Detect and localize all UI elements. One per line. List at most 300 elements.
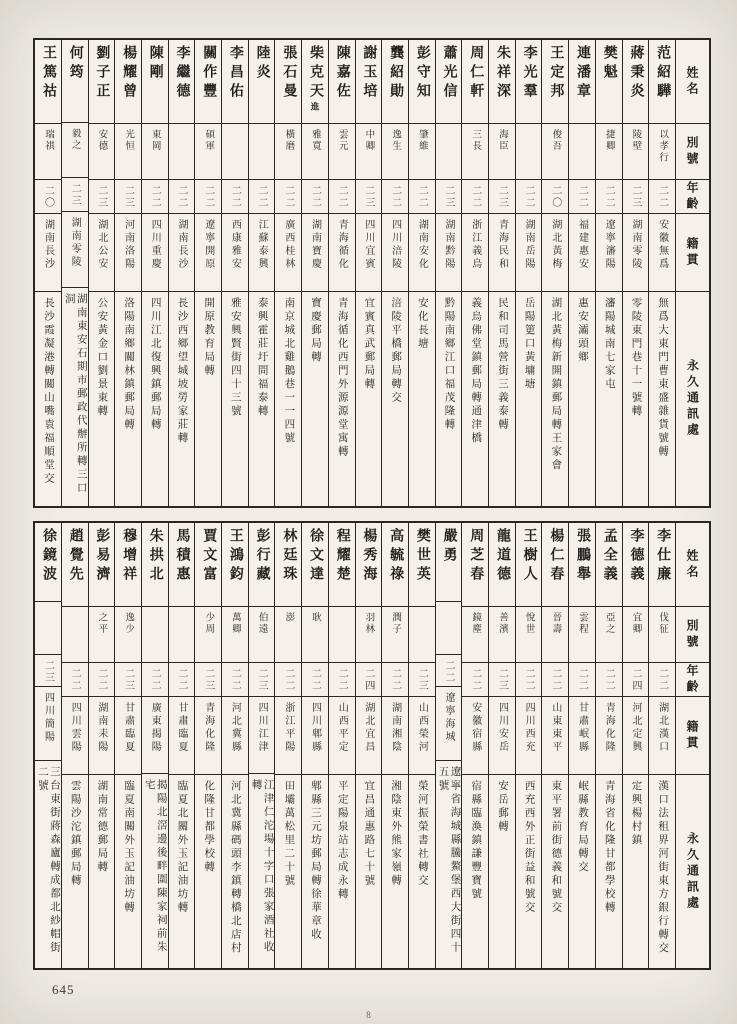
entry-column — [622, 40, 649, 506]
name-text: 朱祥深 — [494, 45, 510, 102]
origin-cell — [516, 697, 542, 775]
entry-column — [408, 523, 435, 968]
entry-column — [61, 523, 88, 968]
name-cell — [142, 523, 168, 607]
address-text: 長沙西鄉望城坡勞家莊轉 — [176, 297, 188, 446]
origin-text: 河北定興 — [629, 702, 641, 754]
origin-cell — [462, 214, 488, 292]
address-text: 江津仁沱場十字口張家酒社收轉 — [250, 779, 274, 955]
row-header-name — [676, 40, 709, 124]
address-text: 揭陽北滘邊後畔圍陳家祠前朱宅 — [143, 779, 167, 955]
entry-column — [114, 40, 141, 506]
address-text: 青海省化隆甘都學校轉 — [603, 780, 615, 915]
age-text: 二二 — [176, 185, 187, 209]
name-cell — [596, 523, 622, 607]
entry-column — [488, 523, 515, 968]
alias-cell — [222, 124, 248, 180]
name-cell — [195, 40, 221, 124]
origin-text: 四川重慶 — [149, 219, 161, 271]
origin-text: 四川安岳 — [496, 702, 508, 754]
alias-cell — [89, 607, 115, 663]
age-text: 二三 — [202, 668, 214, 692]
name-cell — [542, 523, 568, 607]
age-cell — [356, 180, 382, 214]
address-text: 安岳郵轉 — [496, 780, 508, 834]
alias-text: 善濱 — [496, 612, 507, 635]
origin-cell — [169, 697, 195, 775]
name-cell — [35, 523, 61, 602]
address-cell — [35, 761, 61, 968]
origin-text: 安徽宿縣 — [469, 702, 481, 754]
age-text: 二三 — [122, 668, 134, 692]
origin-text: 湖北公安 — [95, 219, 107, 271]
age-text: 二二 — [309, 185, 321, 209]
age-cell — [249, 180, 275, 214]
age-cell — [169, 663, 195, 697]
address-text: 郫縣三元坊郵局轉徐華章收 — [310, 780, 322, 942]
row-header-name-label: 姓名 — [685, 548, 699, 581]
entry-column — [435, 523, 462, 968]
alias-cell — [409, 124, 435, 180]
address-text: 田壩萬松里二十號 — [283, 780, 295, 888]
address-text: 平定陽泉站志成永轉 — [336, 780, 348, 902]
age-cell — [462, 180, 488, 214]
address-text: 四川江北復興鎮郵局轉 — [149, 297, 161, 432]
address-cell — [35, 292, 61, 506]
origin-cell — [62, 212, 88, 289]
origin-cell — [115, 697, 141, 775]
name-cell — [409, 40, 435, 124]
row-header-origin — [676, 697, 709, 775]
origin-cell — [275, 214, 301, 292]
entry-column — [355, 40, 382, 506]
age-cell — [516, 180, 542, 214]
name-text: 李光羣 — [521, 45, 537, 102]
age-cell — [35, 655, 61, 687]
name-cell — [302, 523, 328, 607]
entry-column — [595, 523, 622, 968]
address-cell — [329, 292, 355, 506]
address-text: 榮河振榮書社轉交 — [416, 780, 428, 888]
age-text: 二二 — [416, 185, 428, 209]
alias-cell — [623, 607, 649, 663]
name-cell — [275, 40, 301, 124]
name-text: 張鵬舉 — [575, 528, 591, 585]
origin-cell — [569, 214, 595, 292]
origin-text: 甘肅臨夏 — [176, 702, 187, 754]
name-cell — [302, 40, 328, 124]
address-cell — [115, 292, 141, 506]
row-header-address — [676, 775, 709, 968]
name-text: 楊秀海 — [361, 528, 377, 585]
row-header-alias-label: 別號 — [685, 618, 699, 651]
origin-text: 湖南寶慶 — [309, 219, 321, 271]
address-cell — [222, 292, 248, 506]
name-cell — [462, 523, 488, 607]
name-cell — [275, 523, 301, 607]
row-header-alias-label: 別號 — [685, 135, 699, 168]
address-text: 西充西外正街益和號交 — [523, 780, 535, 915]
alias-text: 瑞祺 — [42, 129, 53, 152]
address-cell — [142, 292, 168, 506]
name-text: 李繼德 — [174, 45, 190, 102]
address-cell — [329, 775, 355, 968]
name-cell — [569, 40, 595, 124]
entry-column — [248, 523, 275, 968]
address-cell — [462, 292, 488, 506]
address-cell — [115, 775, 141, 968]
entry-column — [541, 40, 568, 506]
row-header-address — [676, 292, 709, 506]
origin-text: 遼寧海城 — [443, 692, 455, 745]
age-cell — [623, 663, 649, 697]
origin-text: 湖南零陵 — [69, 216, 81, 269]
age-cell — [142, 180, 168, 214]
entry-column — [461, 40, 488, 506]
name-cell — [623, 523, 649, 607]
alias-text: 雅寬 — [310, 129, 321, 152]
address-text: 青海循化西門外源源堂寓轉 — [336, 297, 348, 459]
name-text: 李德義 — [628, 528, 644, 585]
origin-text: 四川西充 — [523, 702, 535, 754]
entry-column — [168, 523, 195, 968]
alias-cell — [249, 607, 275, 663]
address-text: 化隆甘都學校轉 — [203, 780, 215, 875]
name-text: 何筠 — [67, 45, 83, 83]
origin-cell — [35, 687, 61, 760]
origin-cell — [302, 697, 328, 775]
alias-cell — [115, 124, 141, 180]
alias-cell — [382, 124, 408, 180]
address-text: 宜昌通惠路七十號 — [363, 780, 375, 888]
age-cell — [195, 663, 221, 697]
origin-text: 四川郫縣 — [309, 702, 321, 754]
address-text: 零陵東門巷十一號轉 — [630, 297, 642, 419]
origin-text: 湖南湘陰 — [389, 702, 401, 754]
row-header-alias — [676, 124, 709, 180]
entry-column — [488, 40, 515, 506]
name-cell — [62, 40, 88, 123]
name-text: 徐鏡波 — [40, 528, 56, 585]
alias-text: 雲元 — [336, 129, 347, 152]
address-text: 雲陽沙沱鎮郵局轉 — [69, 780, 81, 888]
name-text: 嚴勇 — [441, 528, 457, 566]
alias-text: 耿 — [310, 612, 321, 624]
alias-text: 捷卿 — [603, 129, 614, 152]
entry-column — [648, 40, 675, 506]
page-number: 645 — [52, 982, 75, 997]
name-text: 樊世英 — [414, 528, 430, 585]
address-text: 臨夏北關外玉記油坊轉 — [176, 780, 188, 915]
origin-text: 河南洛陽 — [122, 219, 134, 271]
alias-cell — [35, 602, 61, 655]
entry-column — [141, 40, 168, 506]
row-header-age-label: 年齡 — [685, 663, 699, 696]
name-text: 陳嘉佐 — [334, 45, 350, 102]
alias-cell — [462, 607, 488, 663]
address-text: 岷縣教育局轉交 — [577, 780, 589, 875]
alias-text: 羽林 — [363, 612, 374, 635]
age-text: 二二 — [523, 185, 535, 209]
directory-table-bottom — [33, 521, 711, 970]
age-text: 二二 — [202, 185, 214, 209]
origin-cell — [649, 214, 675, 292]
origin-cell — [409, 214, 435, 292]
alias-cell — [462, 124, 488, 180]
age-cell — [409, 663, 435, 697]
origin-cell — [329, 697, 355, 775]
entry-column — [408, 40, 435, 506]
age-text: 二二 — [336, 185, 348, 209]
age-cell — [169, 180, 195, 214]
name-cell — [195, 523, 221, 607]
address-text: 湘陰東外熊家嶺轉 — [390, 780, 402, 888]
address-cell — [516, 775, 542, 968]
name-cell — [516, 523, 542, 607]
entry-column — [568, 523, 595, 968]
origin-cell — [516, 214, 542, 292]
age-text: 二四 — [629, 668, 641, 692]
address-text: 臨夏南關外玉記油坊轉 — [123, 780, 135, 915]
address-cell — [195, 775, 221, 968]
entry-column — [381, 523, 408, 968]
alias-cell — [409, 607, 435, 663]
name-text: 李昌佑 — [227, 45, 243, 102]
age-text: 二三 — [122, 185, 134, 209]
origin-cell — [542, 214, 568, 292]
address-text: 宜賓真武郵局轉 — [363, 297, 375, 392]
entry-column — [301, 40, 328, 506]
entry-column — [221, 523, 248, 968]
alias-text: 亞之 — [603, 612, 614, 635]
name-cell — [516, 40, 542, 124]
alias-text: 碩軍 — [203, 129, 214, 152]
address-cell — [382, 775, 408, 968]
origin-text: 廣西桂林 — [282, 219, 294, 271]
origin-cell — [275, 697, 301, 775]
origin-cell — [542, 697, 568, 775]
age-text: 二二 — [95, 668, 107, 692]
alias-cell — [302, 607, 328, 663]
address-cell — [489, 292, 515, 506]
age-text: 二二 — [656, 185, 668, 209]
age-text: 二三 — [629, 185, 641, 209]
name-text: 周仁軒 — [468, 45, 484, 102]
age-cell — [249, 663, 275, 697]
alias-text: 海臣 — [496, 129, 507, 152]
origin-cell — [623, 697, 649, 775]
address-text: 惠安灞頭鄉 — [577, 297, 589, 365]
age-cell — [489, 180, 515, 214]
name-cell — [409, 523, 435, 607]
alias-cell — [329, 607, 355, 663]
age-cell — [569, 180, 595, 214]
alias-cell — [436, 124, 462, 180]
age-cell — [649, 180, 675, 214]
address-cell — [569, 292, 595, 506]
origin-cell — [569, 697, 595, 775]
alias-text: 毅之 — [69, 127, 80, 151]
origin-text: 湖南零陵 — [629, 219, 641, 271]
origin-cell — [329, 214, 355, 292]
name-text: 柴克天進 — [308, 45, 324, 112]
age-text: 二三 — [95, 185, 107, 209]
entry-column — [194, 523, 221, 968]
row-header-age — [676, 663, 709, 697]
alias-text: 雲程 — [577, 612, 588, 635]
name-text: 王鴻鈞 — [227, 528, 243, 585]
alias-text: 陵壁 — [630, 129, 641, 152]
age-text: 二二 — [256, 185, 268, 209]
row-header-age-label: 年齡 — [685, 180, 699, 213]
name-text: 彭行藏 — [254, 528, 270, 585]
name-text: 劉子正 — [94, 45, 110, 102]
address-text: 湖南常德郵局轉 — [96, 780, 108, 875]
origin-cell — [436, 214, 462, 292]
origin-text: 四川江津 — [256, 701, 268, 754]
alias-cell — [275, 124, 301, 180]
row-header-origin-label: 籍貫 — [685, 719, 699, 752]
name-text: 賈文富 — [201, 528, 217, 585]
entry-column — [381, 40, 408, 506]
origin-text: 西康雅安 — [229, 219, 241, 271]
address-cell — [623, 292, 649, 506]
age-text: 二二 — [176, 668, 187, 692]
age-text: 二二 — [282, 668, 294, 692]
name-cell — [489, 40, 515, 124]
row-header-alias — [676, 607, 709, 663]
address-cell — [436, 292, 462, 506]
address-cell — [249, 292, 275, 506]
age-text: 二三 — [256, 667, 268, 692]
name-text: 林廷珠 — [281, 528, 297, 585]
address-cell — [89, 292, 115, 506]
row-header-address-label: 永久通訊處 — [685, 831, 700, 912]
name-text: 樊魁 — [601, 45, 617, 83]
address-cell — [649, 292, 675, 506]
name-cell — [329, 40, 355, 124]
origin-cell — [356, 214, 382, 292]
origin-text: 浙江平陽 — [282, 702, 294, 754]
address-cell — [142, 774, 168, 968]
name-cell — [462, 40, 488, 124]
origin-text: 甘肅臨夏 — [122, 702, 134, 754]
alias-text: 萬卿 — [229, 612, 240, 635]
origin-text: 四川雲陽 — [69, 702, 81, 754]
alias-cell — [169, 607, 195, 663]
origin-text: 湖北宜昌 — [362, 702, 374, 754]
age-cell — [89, 663, 115, 697]
age-cell — [142, 663, 168, 697]
alias-cell — [569, 607, 595, 663]
origin-text: 安徽無爲 — [656, 219, 668, 271]
address-text: 洛陽南鄉關林鎮郵局轉 — [123, 297, 135, 432]
age-text: 二二 — [443, 659, 455, 684]
origin-cell — [462, 697, 488, 775]
age-cell — [62, 178, 88, 212]
origin-text: 湖南黔陽 — [443, 219, 455, 271]
name-cell — [382, 40, 408, 124]
alias-cell — [542, 124, 568, 180]
alias-text: 悅世 — [523, 612, 534, 635]
name-text: 王定邦 — [548, 45, 564, 102]
origin-cell — [649, 697, 675, 775]
entry-column — [435, 40, 462, 506]
alias-text: 晉壽 — [550, 612, 561, 635]
age-cell — [329, 180, 355, 214]
entry-column — [541, 523, 568, 968]
alias-cell — [195, 124, 221, 180]
age-cell — [623, 180, 649, 214]
age-text: 二二 — [656, 668, 668, 692]
row-header-address-label: 永久通訊處 — [685, 359, 700, 439]
age-text: 二〇 — [42, 185, 54, 209]
alias-cell — [436, 602, 462, 655]
name-cell — [489, 523, 515, 607]
alias-cell — [623, 124, 649, 180]
alias-text: 中卿 — [363, 129, 374, 152]
alias-text: 逸生 — [390, 129, 401, 152]
name-text: 高毓祿 — [388, 528, 404, 585]
name-cell — [35, 40, 61, 124]
name-cell — [169, 523, 195, 607]
alias-cell — [222, 607, 248, 663]
address-cell — [62, 288, 88, 506]
age-cell — [542, 663, 568, 697]
entry-column — [515, 40, 542, 506]
origin-cell — [356, 697, 382, 775]
alias-cell — [382, 607, 408, 663]
address-cell — [275, 292, 301, 506]
origin-text: 浙江義烏 — [469, 219, 481, 271]
alias-cell — [62, 123, 88, 178]
origin-text: 湖南岳陽 — [523, 219, 535, 271]
age-text: 二二 — [389, 668, 401, 692]
name-text: 彭易濟 — [94, 528, 110, 585]
address-cell — [569, 775, 595, 968]
address-cell — [596, 775, 622, 968]
address-cell — [409, 292, 435, 506]
age-cell — [462, 663, 488, 697]
header-column — [675, 523, 709, 968]
alias-text: 逸少 — [123, 612, 134, 635]
address-text: 安化長塘 — [416, 297, 428, 351]
alias-cell — [249, 124, 275, 180]
age-text: 二二 — [576, 185, 588, 209]
name-text: 徐文達 — [308, 528, 324, 585]
origin-cell — [249, 214, 275, 292]
address-cell — [489, 775, 515, 968]
origin-text: 湖北漢口 — [656, 702, 668, 754]
origin-cell — [222, 214, 248, 292]
origin-cell — [596, 697, 622, 775]
name-text: 范紹驊 — [655, 45, 671, 102]
age-cell — [489, 663, 515, 697]
name-note: 進 — [310, 102, 321, 112]
name-cell — [115, 523, 141, 607]
alias-text: 宜卿 — [630, 612, 641, 635]
origin-cell — [382, 697, 408, 775]
address-cell — [462, 775, 488, 968]
age-cell — [436, 180, 462, 214]
name-text: 陸炎 — [254, 45, 270, 83]
age-text: 二二 — [389, 185, 401, 209]
name-text: 龍道德 — [494, 528, 510, 585]
row-header-origin — [676, 214, 709, 292]
address-text: 宿縣臨渙鎮謙豐寶號 — [470, 780, 482, 902]
age-cell — [302, 663, 328, 697]
address-cell — [623, 775, 649, 968]
